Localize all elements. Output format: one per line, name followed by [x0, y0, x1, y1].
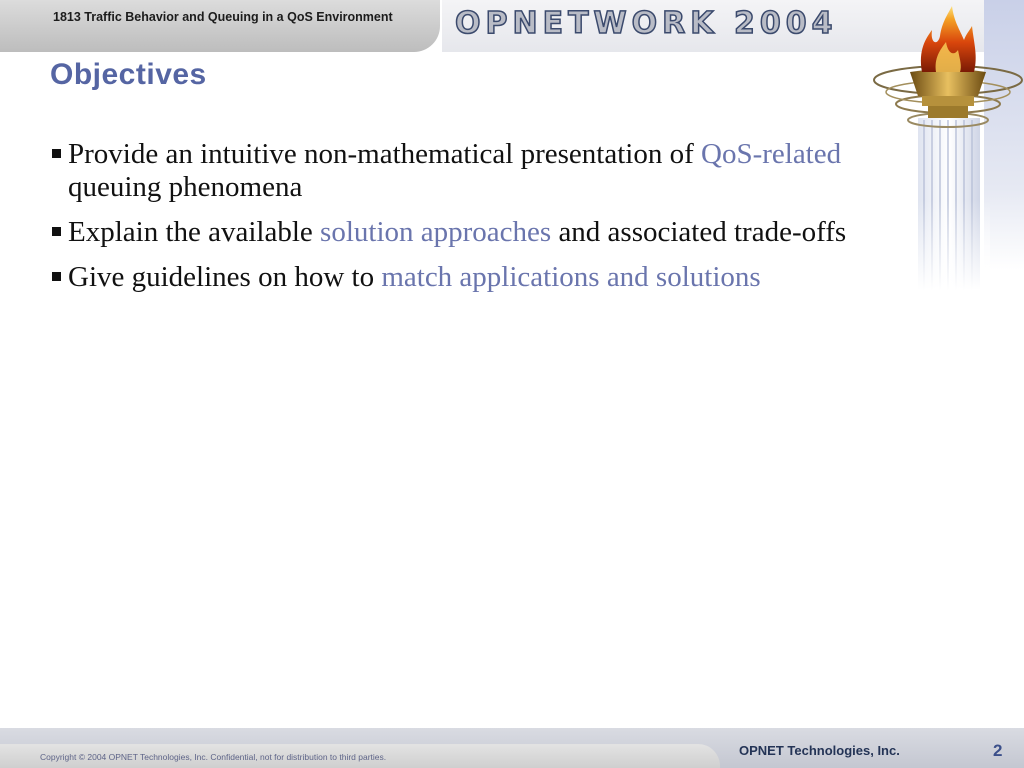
list-item	[50, 138, 910, 204]
page-number: 2	[993, 741, 1003, 760]
copyright-notice: Copyright © 2004 OPNET Technologies, Inc. Confidential, not for distribution to third parties.	[40, 752, 387, 762]
brand-logo: OPNETWORK 2004	[455, 6, 838, 41]
bullet-text: queuing phenomena	[68, 171, 303, 203]
square-bullet-icon	[52, 272, 61, 281]
bullet-highlight: solution approaches	[320, 216, 552, 248]
bullet-highlight: match applications and solutions	[381, 261, 761, 293]
list-item	[50, 216, 910, 249]
bullet-text: Provide an intuitive non-mathematical presentation of	[68, 138, 701, 170]
bullet-list	[50, 138, 910, 306]
bullet-highlight: QoS-related	[701, 138, 842, 170]
header-tab	[0, 0, 440, 52]
course-title: 1813 Traffic Behavior and Queuing in a QoS Environment	[53, 10, 393, 24]
bullet-text: Explain the available	[68, 216, 321, 248]
square-bullet-icon	[52, 149, 61, 158]
square-bullet-icon	[52, 227, 61, 236]
page-title: Objectives	[50, 58, 207, 91]
list-item	[50, 261, 910, 294]
bullet-text: and associated trade-offs	[551, 216, 847, 248]
bullet-text: Give guidelines on how to	[68, 261, 382, 293]
company-name: OPNET Technologies, Inc.	[739, 743, 900, 758]
